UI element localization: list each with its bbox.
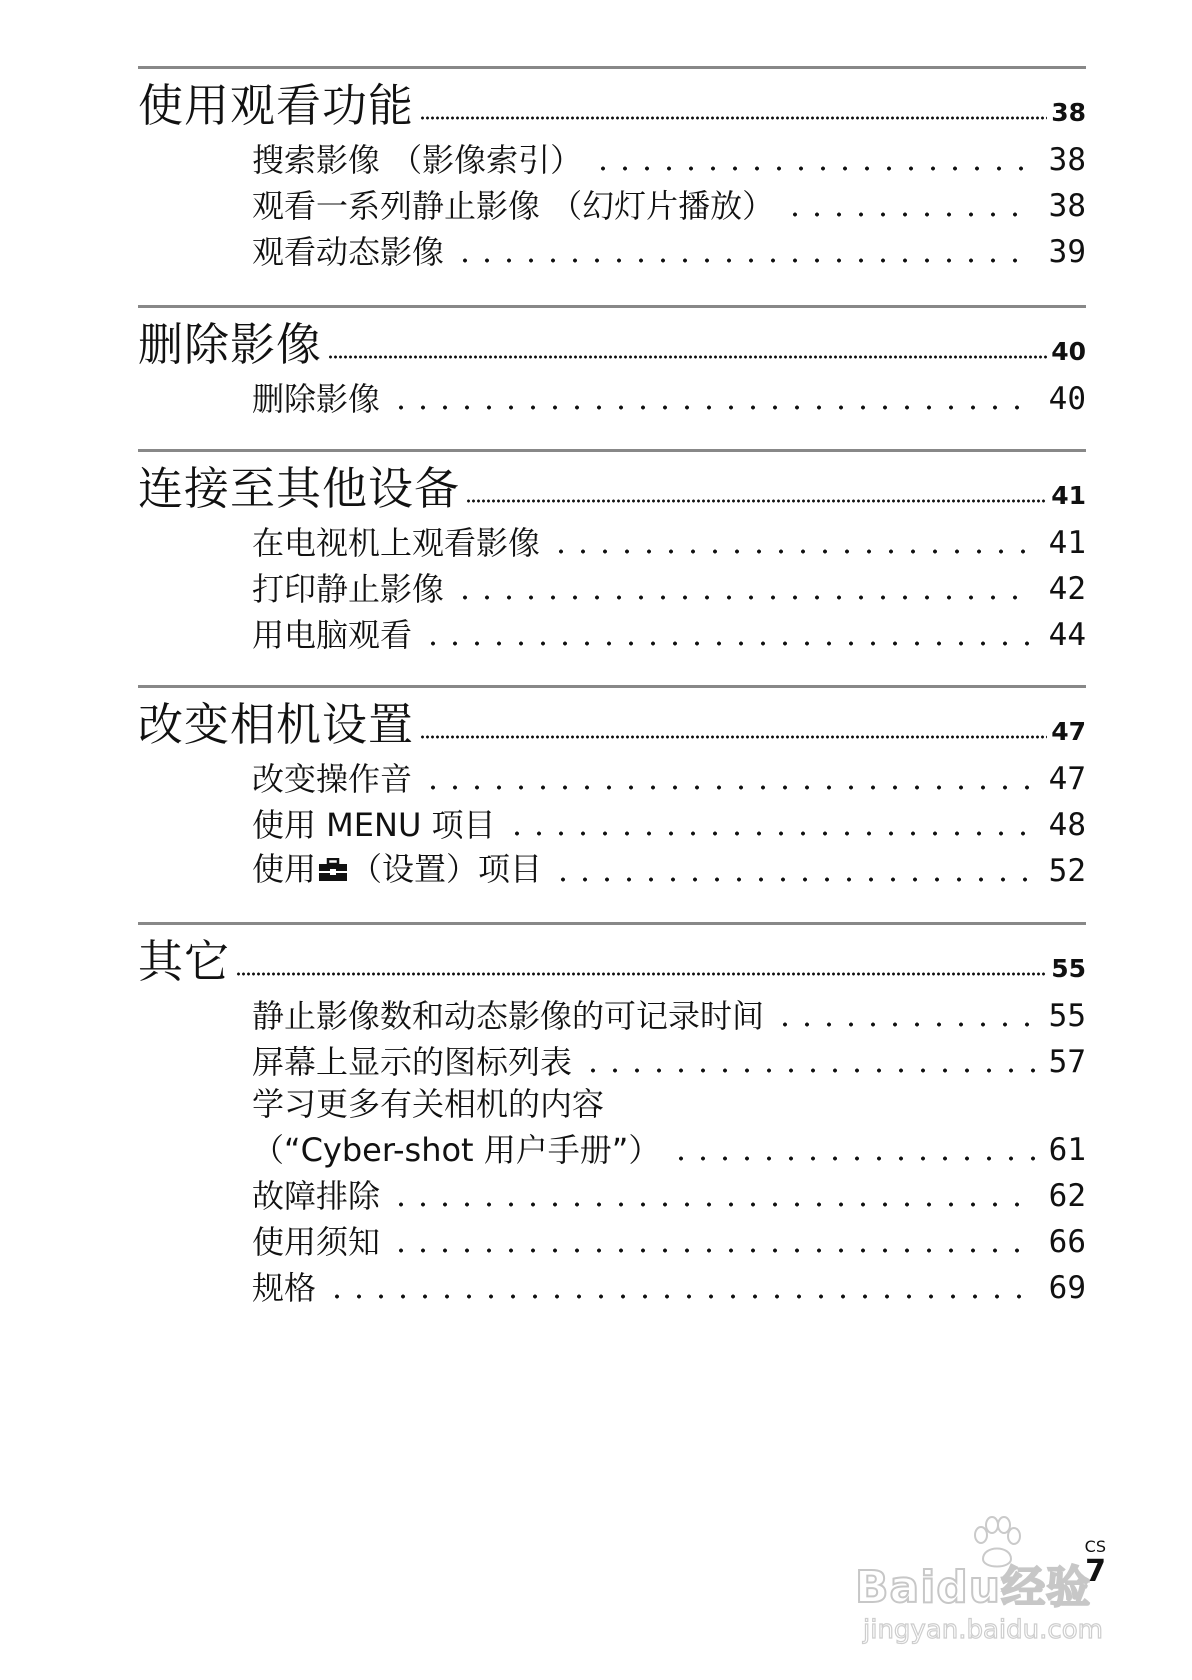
page-footer: [1085, 1538, 1106, 1588]
entry-page-number: 69: [1048, 1270, 1086, 1306]
entry-title: 使用须知: [252, 1223, 381, 1261]
toc-entry[interactable]: [252, 517, 1086, 563]
entry-title: 规格: [252, 1269, 317, 1307]
entry-title: 删除影像: [252, 380, 381, 418]
dot-leader: [552, 877, 1035, 882]
toc-entry[interactable]: [252, 1262, 1086, 1308]
section-title: 其它: [138, 935, 231, 988]
dot-leader: [466, 499, 1047, 503]
toc-entry-line2[interactable]: [252, 1124, 1086, 1170]
toolbox-icon: [318, 851, 348, 891]
section-entries: [252, 134, 1086, 272]
entry-page-number: 48: [1048, 807, 1086, 843]
toc-entry[interactable]: [252, 609, 1086, 655]
toc-entry[interactable]: [252, 1036, 1086, 1082]
toc-section-viewing: [138, 66, 1086, 271]
entry-title: 用电脑观看: [252, 616, 413, 654]
toc-entry[interactable]: [252, 845, 1086, 891]
entry-page-number: 38: [1048, 142, 1086, 178]
section-entries: [252, 373, 1086, 419]
page-number: 7: [1085, 1554, 1106, 1589]
entry-page-number: 39: [1048, 234, 1086, 270]
dot-leader: [236, 972, 1047, 976]
entry-title: 学习更多有关相机的内容: [252, 1085, 605, 1123]
section-page-number: 41: [1051, 481, 1086, 510]
toc-entry[interactable]: [252, 134, 1086, 180]
toc-entry[interactable]: [252, 563, 1086, 609]
dot-leader: [592, 166, 1034, 171]
dot-leader: [420, 116, 1047, 120]
dot-leader: [784, 212, 1034, 217]
entry-page-number: 47: [1048, 761, 1086, 797]
toc-entry[interactable]: [252, 180, 1086, 226]
entry-title: 静止影像数和动态影像的可记录时间: [252, 997, 765, 1035]
entry-title: [252, 849, 542, 891]
entry-title-suffix: （设置）项目: [350, 850, 543, 888]
entry-title-prefix: 使用: [252, 850, 317, 888]
entry-title: 打印静止影像: [252, 570, 445, 608]
section-heading[interactable]: [138, 315, 1086, 371]
toc-entry[interactable]: [252, 373, 1086, 419]
section-entries: [252, 990, 1086, 1308]
section-heading[interactable]: [138, 695, 1086, 751]
entry-page-number: 40: [1048, 381, 1086, 417]
dot-leader: [506, 831, 1035, 836]
dot-leader: [670, 1156, 1034, 1161]
toc-section-settings: [138, 685, 1086, 889]
entry-title: 故障排除: [252, 1177, 381, 1215]
toc-entry[interactable]: [252, 1170, 1086, 1216]
toc-entry[interactable]: [252, 990, 1086, 1036]
section-divider: [138, 922, 1086, 925]
dot-leader: [328, 355, 1047, 359]
entry-title: 使用 MENU 项目: [252, 806, 496, 844]
entry-page-number: 66: [1048, 1224, 1086, 1260]
section-divider: [138, 66, 1086, 69]
dot-leader: [422, 785, 1035, 790]
entry-title: 改变操作音: [252, 760, 413, 798]
toc-entry-line1[interactable]: [252, 1082, 1086, 1124]
toc-section-connecting: [138, 449, 1086, 654]
dot-leader: [454, 595, 1035, 600]
entry-page-number: 61: [1048, 1132, 1086, 1168]
toc-entry[interactable]: [252, 799, 1086, 845]
toc-section-deleting: [138, 305, 1086, 418]
entry-title: （“Cyber-shot 用户手册”）: [252, 1131, 661, 1169]
section-title: 使用观看功能: [138, 79, 415, 132]
toc-entry[interactable]: [252, 1216, 1086, 1262]
entry-title: 在电视机上观看影像: [252, 524, 541, 562]
watermark-logo: Baidu经验: [855, 1562, 1092, 1613]
section-page-number: 38: [1051, 98, 1086, 127]
entry-page-number: 44: [1048, 617, 1086, 653]
section-divider: [138, 305, 1086, 308]
dot-leader: [420, 735, 1047, 739]
entry-title: 屏幕上显示的图标列表: [252, 1043, 573, 1081]
section-page-number: 40: [1051, 337, 1086, 366]
toc-section-others: [138, 922, 1086, 1322]
entry-page-number: 62: [1048, 1178, 1086, 1214]
entry-page-number: 41: [1048, 525, 1086, 561]
section-heading[interactable]: [138, 459, 1086, 515]
section-heading[interactable]: [138, 932, 1086, 988]
entry-page-number: 57: [1048, 1044, 1086, 1080]
dot-leader: [582, 1068, 1035, 1073]
section-page-number: 55: [1051, 954, 1086, 983]
toc-entry[interactable]: [252, 753, 1086, 799]
dot-leader: [550, 549, 1035, 554]
entry-page-number: 55: [1048, 998, 1086, 1034]
toc-entry[interactable]: [252, 226, 1086, 272]
section-entries: [252, 517, 1086, 655]
entry-title: 搜索影像 （影像索引）: [252, 141, 583, 179]
dot-leader: [326, 1294, 1035, 1299]
section-title: 删除影像: [138, 318, 323, 371]
entry-title: 观看一系列静止影像 （幻灯片播放）: [252, 187, 775, 225]
entry-page-number: 38: [1048, 188, 1086, 224]
section-page-number: 47: [1051, 717, 1086, 746]
section-title: 连接至其他设备: [138, 462, 461, 515]
entry-page-number: 42: [1048, 571, 1086, 607]
dot-leader: [454, 258, 1035, 263]
section-heading[interactable]: [138, 76, 1086, 132]
dot-leader: [774, 1022, 1035, 1027]
dot-leader: [422, 641, 1035, 646]
section-divider: [138, 449, 1086, 452]
dot-leader: [390, 1202, 1035, 1207]
entry-title: 观看动态影像: [252, 233, 445, 271]
section-divider: [138, 685, 1086, 688]
section-title: 改变相机设置: [138, 698, 415, 751]
language-code: CS: [1084, 1537, 1106, 1556]
section-entries: [252, 753, 1086, 891]
dot-leader: [390, 405, 1035, 410]
watermark-url: jingyan.baidu.com: [863, 1615, 1103, 1645]
dot-leader: [390, 1248, 1035, 1253]
entry-page-number: 52: [1048, 853, 1086, 889]
